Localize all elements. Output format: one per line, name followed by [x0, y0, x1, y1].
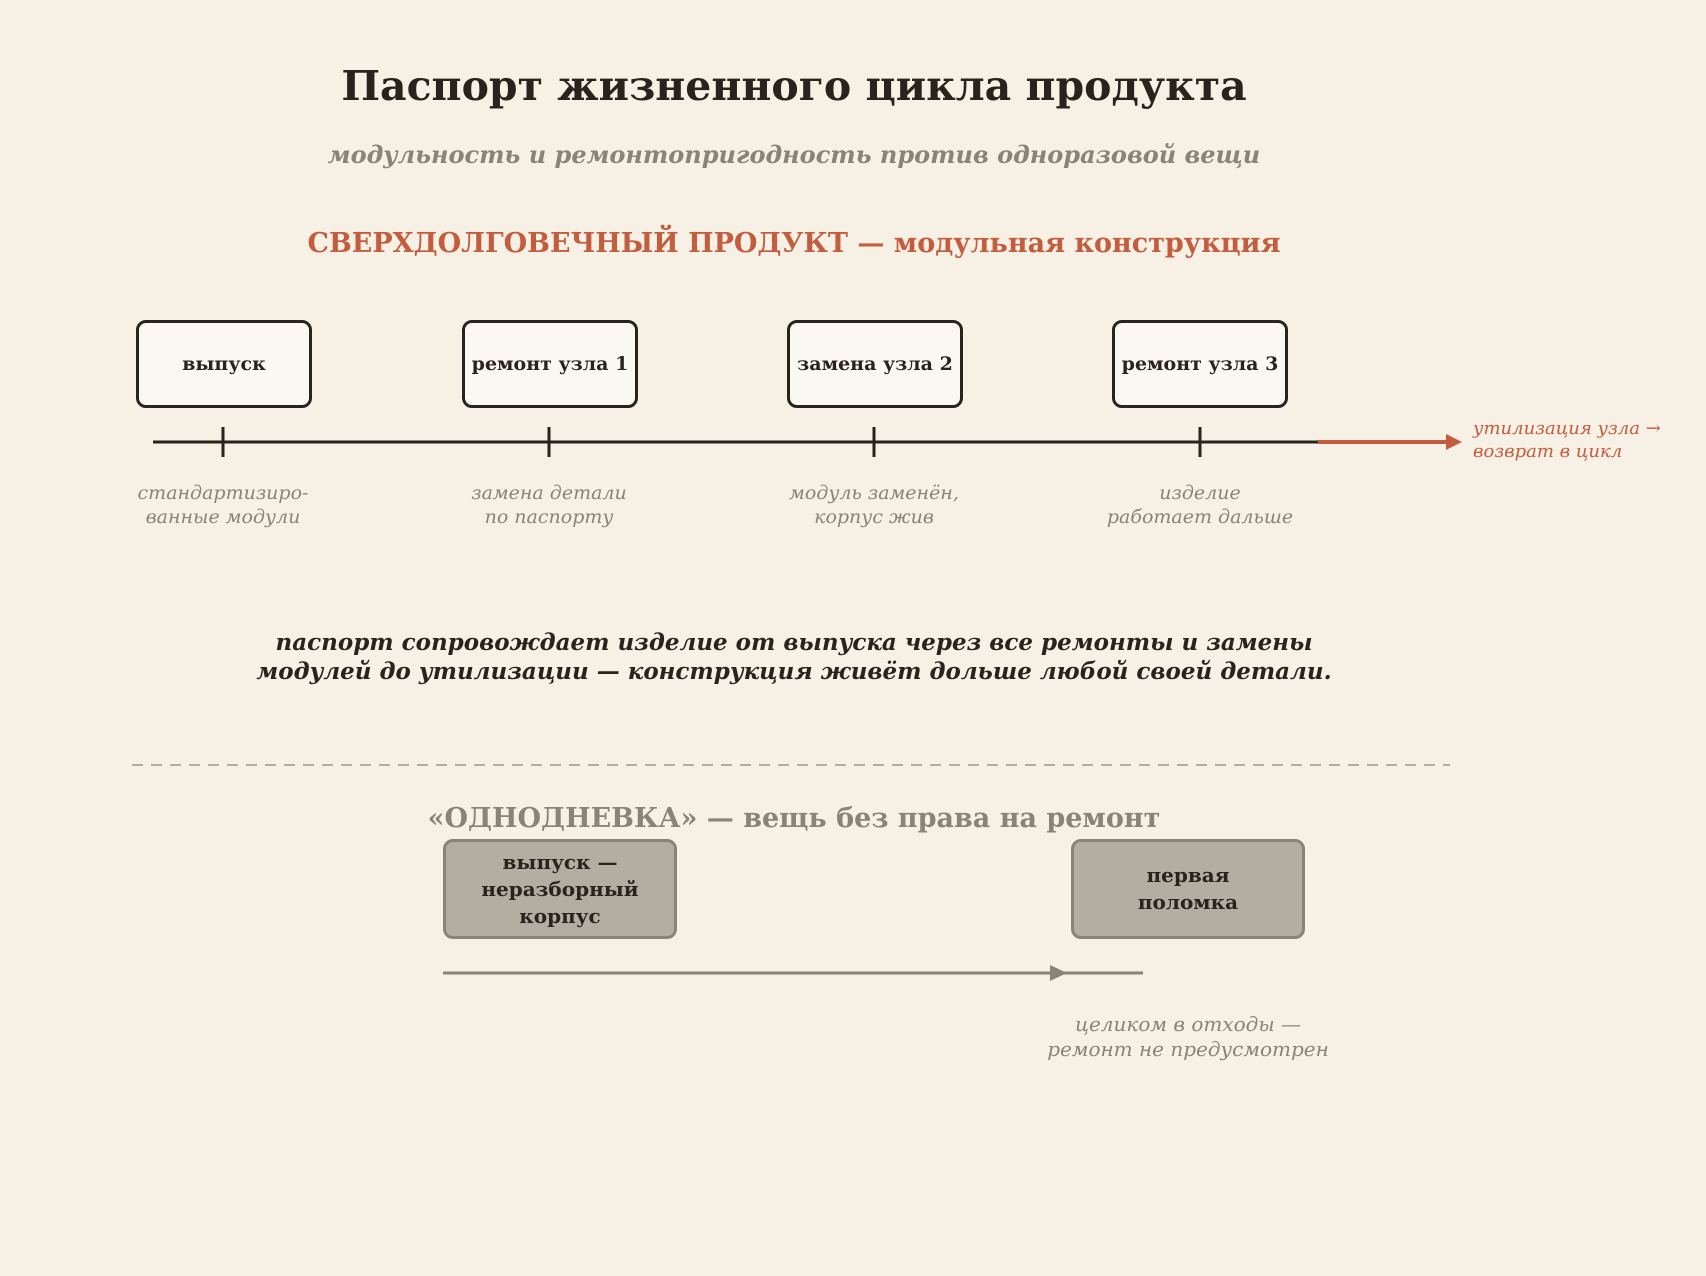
disposable-box-release: выпуск — неразборный корпус: [443, 839, 677, 939]
disposable-box-breakdown: первая поломка: [1071, 839, 1305, 939]
stage-box-repair-1: ремонт узла 1: [462, 320, 638, 408]
breakdown-arrow-head: [1050, 965, 1067, 981]
page-subtitle: модульность и ремонтопригодность против одноразовой вещи: [327, 140, 1261, 169]
summary-text: паспорт сопровождает изделие от выпуска через все ремонты и замены модулей до утилизации — конструкция живёт дольше любой своей детали.: [256, 629, 1332, 685]
disposable-section-heading: «ОДНОДНЕВКА» — вещь без права на ремонт: [427, 803, 1161, 834]
stage-note-repair-3: изделие работает дальше: [1106, 482, 1294, 528]
durable-section-heading: СВЕРХДОЛГОВЕЧНЫЙ ПРОДУКТ — модульная конструкция: [307, 228, 1281, 259]
page-title: Паспорт жизненного цикла продукта: [341, 62, 1247, 110]
recycle-note: утилизация узла → возврат в цикл: [1473, 418, 1661, 462]
recycle-arrow-head: [1446, 434, 1462, 450]
waste-note: целиком в отходы — ремонт не предусмотрен: [1047, 1012, 1329, 1061]
stage-note-release: стандартизиро- ванные модули: [137, 482, 309, 528]
stage-box-release: выпуск: [136, 320, 312, 408]
stage-box-repair-3: ремонт узла 3: [1112, 320, 1288, 408]
stage-note-repair-1: замена детали по паспорту: [471, 482, 627, 528]
stage-box-replace-2: замена узла 2: [787, 320, 963, 408]
stage-note-replace-2: модуль заменён, корпус жив: [789, 482, 959, 528]
